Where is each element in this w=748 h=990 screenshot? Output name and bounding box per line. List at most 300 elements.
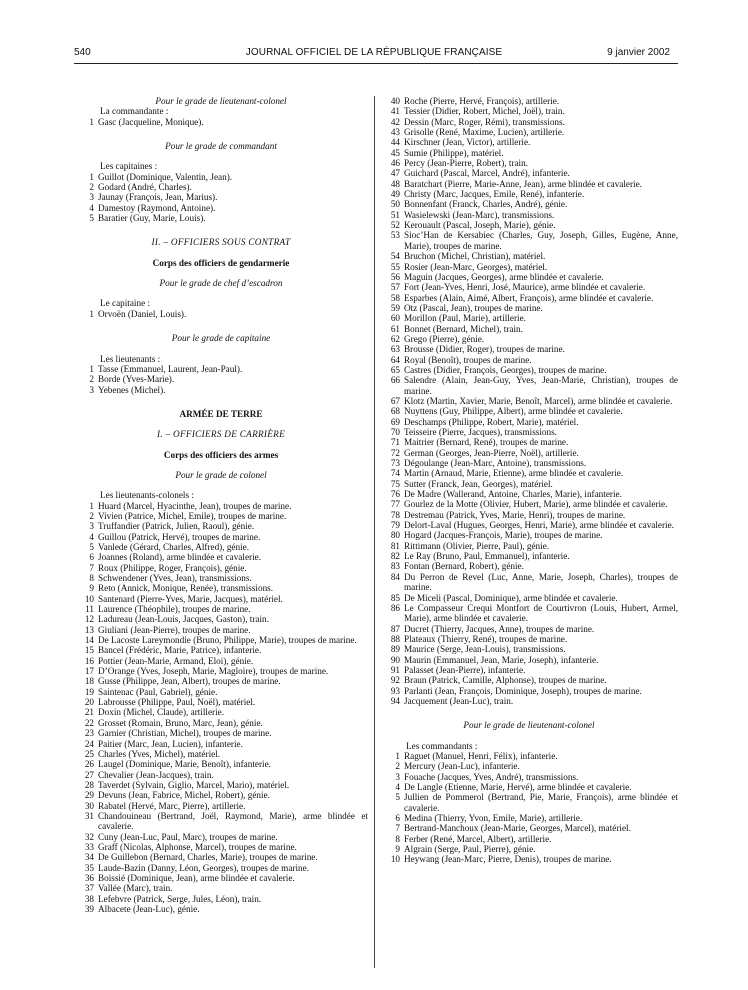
list-item (74, 842, 368, 852)
item-number: 1 (395, 750, 400, 761)
item-number: 3 (89, 521, 94, 532)
list-item (74, 883, 368, 893)
item-number: 81 (390, 540, 400, 551)
item-text: Bruchon (Michel, Christian), matériel. (404, 251, 546, 262)
item-text: Gusse (Philippe, Jean, Albert), troupes de marine. (98, 676, 281, 687)
list-item (74, 532, 368, 542)
item-number: 10 (84, 593, 94, 604)
item-text: Labrousse (Philippe, Paul, Noël), matériel. (98, 697, 256, 708)
item-text: Algrain (Serge, Paul, Pierre), génie. (404, 844, 536, 855)
list-item (380, 593, 678, 603)
item-text: Vallée (Marc), train. (98, 883, 173, 894)
list-item (74, 832, 368, 842)
item-number: 30 (84, 800, 94, 811)
list-item (380, 624, 678, 634)
list-item (380, 137, 678, 147)
list-item (380, 696, 678, 706)
item-text: Hogard (Jacques-François, Marie), troupes de marine. (404, 530, 603, 541)
list (74, 172, 368, 224)
list-item (380, 479, 678, 489)
item-number: 47 (390, 168, 400, 179)
item-text: Laude-Bazin (Danny, Léon, Georges), troupes de marine. (98, 862, 309, 873)
item-number: 8 (395, 833, 400, 844)
item-number: 84 (390, 571, 400, 582)
item-number: 32 (84, 831, 94, 842)
header-rule (74, 63, 678, 64)
list-item (380, 396, 678, 406)
item-number: 76 (390, 489, 400, 500)
list-item (74, 697, 368, 707)
item-text: Maurice (Serge, Jean-Louis), transmissions. (404, 644, 566, 655)
item-number: 13 (84, 624, 94, 635)
item-text: Esparbes (Alain, Aimé, Albert, François), arme blindée et cavalerie. (404, 292, 654, 303)
list-item (380, 644, 678, 654)
list-item (74, 645, 368, 655)
item-text: Salendre (Alain, Jean-Guy, Yves, Jean-Marie, Christian), troupes de marine. (404, 375, 678, 396)
item-number: 42 (390, 116, 400, 127)
item-number: 44 (390, 137, 400, 148)
item-text: Ducret (Thierry, Jacques, Anne), troupes de marine. (404, 623, 595, 634)
list-item (380, 148, 678, 158)
list-item (74, 374, 368, 384)
item-number: 45 (390, 147, 400, 158)
item-text: Jaunay (François, Jean, Marius). (98, 192, 218, 203)
item-text: Maguin (Jacques, Georges), arme blindée et cavalerie. (404, 271, 604, 282)
list-item (380, 489, 678, 499)
issue-date: 9 janvier 2002 (607, 47, 670, 58)
rank-label: Les lieutenants : (100, 353, 161, 364)
item-number: 70 (390, 427, 400, 437)
item-text: Devuns (Jean, Fabrice, Michel, Robert), génie. (98, 790, 270, 801)
rank-label: Le capitaine : (100, 298, 150, 309)
item-number: 2 (89, 510, 94, 521)
item-number: 48 (390, 178, 400, 189)
item-number: 73 (390, 458, 400, 469)
corps-heading: Corps des officiers de gendarmerie (152, 257, 290, 268)
item-number: 54 (390, 251, 400, 262)
item-number: 59 (390, 302, 400, 313)
item-text: Doxin (Michel, Claude), artillerie. (98, 707, 225, 718)
list-item (380, 530, 678, 540)
list-item (380, 603, 678, 624)
item-number: 22 (84, 717, 94, 728)
list-item (74, 117, 368, 127)
list-item (74, 749, 368, 759)
section-heading: Pour le grade de colonel (175, 469, 267, 480)
item-number: 25 (84, 748, 94, 759)
right-column (380, 96, 678, 865)
item-number: 14 (84, 635, 94, 646)
item-text: Orvoën (Daniel, Louis). (98, 308, 187, 319)
item-text: Teisseire (Pierre, Jacques), transmissions. (404, 427, 557, 437)
list-item (74, 203, 368, 213)
list-item (74, 625, 368, 635)
item-number: 46 (390, 158, 400, 169)
item-number: 34 (84, 852, 94, 863)
item-number: 15 (84, 645, 94, 656)
list-item (74, 182, 368, 192)
item-text: De Madre (Wallerand, Antoine, Charles, Marie), infanterie. (404, 489, 622, 500)
journal-title: JOURNAL OFFICIEL DE LA RÉPUBLIQUE FRANÇAISE (245, 47, 503, 58)
item-text: Vanlede (Gérard, Charles, Alfred), génie. (98, 541, 250, 552)
item-text: De Miceli (Pascal, Dominique), arme blindée et cavalerie. (404, 592, 618, 603)
list-item (380, 189, 678, 199)
item-number: 19 (84, 686, 94, 697)
item-text: Roche (Pierre, Hervé, François), artillerie. (404, 96, 560, 106)
list-item (380, 499, 678, 509)
item-text: Bonnet (Bernard, Michel), train. (404, 323, 523, 334)
item-number: 78 (390, 509, 400, 520)
list-item (74, 904, 368, 914)
item-number: 10 (390, 854, 400, 865)
list-item (380, 406, 678, 416)
item-text: Deschamps (Philippe, Robert, Marie), matériel. (404, 416, 579, 427)
list-item (74, 635, 368, 645)
list-item (380, 782, 678, 792)
item-number: 68 (390, 406, 400, 417)
list-item (74, 718, 368, 728)
item-text: Ladureau (Jean-Louis, Jacques, Gaston), train. (98, 614, 269, 625)
item-number: 27 (84, 769, 94, 780)
list-item (380, 127, 678, 137)
list-item (74, 739, 368, 749)
item-text: Graff (Nicolas, Alphonse, Marcel), troupes de marine. (98, 841, 297, 852)
item-number: 5 (89, 213, 94, 224)
list-item (74, 364, 368, 374)
item-text: Baratchart (Pierre, Marie-Anne, Jean), arme blindée et cavalerie. (404, 178, 642, 189)
item-text: Lefebvre (Patrick, Serge, Jules, Léon), train. (98, 893, 262, 904)
item-text: Baratier (Guy, Marie, Louis). (98, 213, 206, 224)
item-text: Grosset (Romain, Bruno, Marc, Jean), génie. (98, 717, 263, 728)
list-item (380, 106, 678, 116)
item-text: Nuyttens (Guy, Philippe, Albert), arme blindée et cavalerie. (404, 406, 623, 417)
item-text: Schwendener (Yves, Jean), transmissions. (98, 573, 252, 583)
list-item (380, 168, 678, 178)
list-item (380, 665, 678, 675)
list-item (380, 520, 678, 530)
list-item (380, 772, 678, 782)
list-item (74, 583, 368, 593)
item-text: Gourlez de la Motte (Olivier, Hubert, Marie), arme blindée et cavalerie. (404, 499, 668, 510)
item-text: Fort (Jean-Yves, Henri, José, Maurice), arme blindée et cavalerie. (404, 282, 646, 293)
item-text: D’Orange (Yves, Joseph, Marie, Magloire), troupes de marine. (98, 666, 329, 677)
item-text: Chandouineau (Bertrand, Joël, Raymond, Marie), arme blindée et cavalerie. (98, 810, 368, 832)
item-text: Albacete (Jean-Luc), génie. (98, 904, 200, 914)
list-item (380, 355, 678, 365)
item-text: Vivien (Patrice, Michel, Emile), troupes de marine. (98, 510, 287, 521)
item-number: 5 (89, 541, 94, 552)
list-item (380, 96, 678, 106)
item-text: Boissié (Dominique, Jean), arme blindée et cavalerie. (98, 872, 295, 883)
item-number: 6 (395, 813, 400, 824)
item-text: Maitrier (Bernard, René), troupes de marine. (404, 437, 569, 448)
item-text: Heywang (Jean-Marc, Pierre, Denis), troupes de marine. (404, 854, 612, 865)
item-number: 50 (390, 199, 400, 210)
item-number: 40 (390, 96, 400, 106)
list-item (74, 687, 368, 697)
item-text: Grego (Pierre), génie. (404, 333, 485, 344)
rank-label: Les capitaines : (100, 161, 158, 172)
item-number: 60 (390, 313, 400, 324)
item-text: Yebenes (Michel). (98, 384, 166, 395)
item-number: 85 (390, 592, 400, 603)
corps-heading: Corps des officiers des armes (163, 449, 279, 460)
list-item (380, 448, 678, 458)
item-number: 24 (84, 738, 94, 749)
item-number: 80 (390, 530, 400, 541)
item-text: Giuliani (Jean-Pierre), troupes de marine. (98, 624, 251, 635)
item-number: 21 (84, 707, 94, 718)
list-item (74, 501, 368, 511)
section-heading: Pour le grade de capitaine (171, 333, 271, 344)
list-item (380, 303, 678, 313)
item-number: 86 (390, 602, 400, 613)
list-item (380, 551, 678, 561)
list-item (74, 552, 368, 562)
list-item (74, 759, 368, 769)
item-text: Christy (Marc, Jacques, Emile, René), infanterie. (404, 189, 585, 200)
item-number: 28 (84, 779, 94, 790)
item-number: 56 (390, 271, 400, 282)
item-text: Bertrand-Manchoux (Jean-Marie, Georges, Marcel), matériel. (404, 823, 631, 834)
item-number: 92 (390, 675, 400, 686)
item-number: 87 (390, 623, 400, 634)
item-number: 37 (84, 883, 94, 894)
item-number: 23 (84, 728, 94, 739)
item-number: 9 (395, 844, 400, 855)
list-item (380, 675, 678, 685)
item-number: 1 (89, 171, 94, 182)
list-item (74, 604, 368, 614)
list-item (74, 172, 368, 182)
item-number: 94 (390, 695, 400, 706)
item-number: 89 (390, 644, 400, 655)
item-number: 18 (84, 676, 94, 687)
item-text: Paitier (Marc, Jean, Lucien), infanterie. (98, 738, 243, 749)
item-number: 58 (390, 292, 400, 303)
list-item (74, 213, 368, 223)
page-number: 540 (74, 47, 91, 58)
page-header (0, 47, 748, 61)
item-number: 36 (84, 872, 94, 883)
list (380, 96, 678, 706)
list-item (380, 179, 678, 189)
item-text: Sumie (Philippe), matériel. (404, 147, 504, 158)
item-text: De Lacoste Lareymondie (Bruno, Philippe, Marie), troupes de marine. (98, 635, 357, 646)
item-number: 5 (395, 792, 400, 803)
list-item (74, 666, 368, 676)
item-text: Sioc’Han de Kersabiec (Charles, Guy, Joseph, Gilles, Eugène, Anne, Marie), troupes de marine. (404, 230, 678, 251)
item-number: 82 (390, 551, 400, 562)
item-text: Bonnenfant (Franck, Charles, André), génie. (404, 199, 568, 210)
list-item (380, 220, 678, 230)
item-text: Destremau (Patrick, Yves, Marie, Henri), troupes de marine. (404, 509, 626, 520)
list-item (74, 385, 368, 395)
item-text: German (Georges, Jean-Pierre, Noël), artillerie. (404, 447, 579, 458)
item-number: 35 (84, 862, 94, 873)
item-text: Chevalier (Jean-Jacques), train. (98, 769, 214, 780)
item-text: De Guillebon (Bernard, Charles, Marie), troupes de marine. (98, 852, 318, 863)
item-number: 88 (390, 633, 400, 644)
item-number: 49 (390, 189, 400, 200)
list-item (74, 801, 368, 811)
item-text: Rosier (Jean-Marc, Georges), matériel. (404, 261, 548, 272)
list-item (74, 894, 368, 904)
item-number: 33 (84, 841, 94, 852)
section-heading: Pour le grade de commandant (165, 141, 277, 152)
item-text: Godard (André, Charles). (98, 182, 192, 193)
item-text: Ferber (René, Marcel, Albert), artillerie. (404, 833, 552, 844)
item-number: 2 (89, 374, 94, 385)
item-text: Grisolle (René, Maxime, Lucien), artillerie. (404, 127, 565, 138)
item-number: 17 (84, 666, 94, 677)
item-number: 57 (390, 282, 400, 293)
item-number: 72 (390, 447, 400, 458)
list-item (74, 790, 368, 800)
list-item (380, 792, 678, 813)
item-text: Santenard (Pierre-Yves, Marie, Jacques), matériel. (98, 593, 283, 604)
item-text: Gasc (Jacqueline, Monique). (98, 116, 204, 127)
item-number: 75 (390, 478, 400, 489)
list-item (380, 158, 678, 168)
list (74, 501, 368, 915)
list-item (74, 511, 368, 521)
item-text: Fontan (Bernard, Robert), génie. (404, 561, 524, 572)
item-number: 51 (390, 209, 400, 220)
item-text: Jacquement (Jean-Luc), train. (404, 695, 514, 706)
item-text: Parlanti (Jean, François, Dominique, Joseph), troupes de marine. (404, 685, 642, 696)
item-text: Laurence (Théophile), troupes de marine. (98, 604, 251, 615)
item-text: Reto (Annick, Monique, Renée), transmissions. (98, 583, 274, 594)
item-text: Taverdet (Sylvain, Giglio, Marcel, Mario), matériel. (98, 779, 290, 790)
list-item (380, 210, 678, 220)
item-number: 1 (89, 116, 94, 127)
item-number: 62 (390, 333, 400, 344)
item-number: 3 (89, 384, 94, 395)
list-item (380, 561, 678, 571)
list-item (74, 614, 368, 624)
item-number: 26 (84, 759, 94, 770)
list-item (74, 542, 368, 552)
item-number: 4 (89, 202, 94, 213)
item-text: Sutter (Franck, Jean, Georges), matériel. (404, 478, 553, 489)
list (74, 309, 368, 319)
item-number: 77 (390, 499, 400, 510)
item-number: 41 (390, 106, 400, 117)
list-item (74, 852, 368, 862)
item-number: 83 (390, 561, 400, 572)
item-number: 1 (89, 500, 94, 511)
item-text: Guillou (Patrick, Hervé), troupes de marine. (98, 531, 261, 542)
list-item (380, 844, 678, 854)
item-number: 71 (390, 437, 400, 448)
item-number: 1 (89, 363, 94, 374)
list-item (74, 863, 368, 873)
item-number: 63 (390, 344, 400, 355)
item-text: Truffandier (Patrick, Julien, Raoul), génie. (98, 521, 255, 532)
item-text: De Langle (Etienne, Marie, Hervé), arme blindée et cavalerie. (404, 782, 632, 792)
item-text: Rittimann (Olivier, Pierre, Paul), génie. (404, 540, 550, 551)
list-item (74, 728, 368, 738)
item-number: 53 (390, 230, 400, 241)
item-text: Roux (Philippe, Roger, François), génie. (98, 562, 247, 573)
list-item (74, 521, 368, 531)
item-text: Saintenac (Paul, Gabriel), génie. (98, 686, 218, 697)
item-number: 1 (89, 308, 94, 319)
list-item (380, 468, 678, 478)
item-number: 69 (390, 416, 400, 427)
list-item (380, 823, 678, 833)
item-text: Le Compasseur Crequi Montfort de Courtivron (Louis, Hubert, Armel, Marie), arme blindée et cavalerie. (404, 602, 678, 624)
item-text: Palasset (Jean-Pierre), infanterie. (404, 664, 526, 675)
list (380, 751, 678, 865)
item-text: Jullien de Pommerol (Bertrand, Pie, Marie, François), arme blindée et cavalerie. (404, 792, 678, 813)
item-text: Bancel (Frédéric, Marie, Patrice), infanterie. (98, 645, 262, 656)
item-text: Guillot (Dominique, Valentin, Jean). (98, 171, 233, 182)
list (74, 364, 368, 395)
list-item (74, 811, 368, 832)
item-number: 3 (395, 771, 400, 782)
list-item (380, 230, 678, 251)
list-item (380, 324, 678, 334)
item-number: 39 (84, 904, 94, 914)
item-number: 12 (84, 614, 94, 625)
item-text: Percy (Jean-Pierre, Robert), train. (404, 158, 528, 169)
item-number: 2 (89, 182, 94, 193)
item-text: Borde (Yves-Marie). (98, 374, 175, 385)
item-text: Dessin (Marc, Roger, Rémi), transmissions. (404, 116, 565, 127)
item-text: Du Perron de Revel (Luc, Anne, Marie, Joseph, Charles), troupes de marine. (404, 571, 678, 593)
rank-label: Les lieutenants-colonels : (100, 490, 194, 501)
list-item (74, 573, 368, 583)
item-number: 7 (89, 562, 94, 573)
item-text: Maurin (Emmanuel, Jean, Marie, Joseph), infanterie. (404, 654, 599, 665)
part-heading: II. – OFFICIERS SOUS CONTRAT (151, 237, 291, 248)
item-number: 38 (84, 893, 94, 904)
list-item (380, 375, 678, 396)
item-number: 74 (390, 468, 400, 479)
item-number: 16 (84, 655, 94, 666)
item-text: Delort-Laval (Hugues, Georges, Henri, Marie), arme blindée et cavalerie. (404, 520, 674, 531)
item-text: Joannes (Roland), arme blindée et cavalerie. (98, 552, 262, 563)
list-item (380, 365, 678, 375)
army-heading: ARMÉE DE TERRE (179, 408, 263, 419)
item-number: 8 (89, 573, 94, 583)
item-text: Tessier (Didier, Robert, Michel, Joël), train. (404, 106, 565, 117)
item-text: Laugel (Dominique, Marie, Benoît), infanterie. (98, 759, 271, 770)
item-text: Braun (Patrick, Camille, Alphonse), troupes de marine. (404, 675, 607, 686)
rank-label: Les commandants : (406, 740, 478, 751)
list-item (380, 854, 678, 864)
item-number: 64 (390, 354, 400, 365)
section-heading: Pour le grade de chef d’escadron (159, 278, 283, 289)
item-number: 67 (390, 395, 400, 406)
column-divider (374, 96, 375, 968)
list-item (380, 199, 678, 209)
item-text: Rabatel (Hervé, Marc, Pierre), artillerie. (98, 800, 246, 811)
list-item (380, 834, 678, 844)
list-item (380, 293, 678, 303)
list-item (380, 510, 678, 520)
list-item (380, 427, 678, 437)
list (74, 117, 368, 127)
item-number: 90 (390, 654, 400, 665)
item-number: 79 (390, 520, 400, 531)
item-text: Le Ray (Bruno, Paul, Emmanuel), infanterie. (404, 551, 570, 562)
item-text: Raguet (Manuel, Henri, Félix), infanterie. (404, 750, 558, 761)
item-text: Guichard (Pascal, Marcel, André), infanterie. (404, 168, 570, 179)
list-item (74, 707, 368, 717)
